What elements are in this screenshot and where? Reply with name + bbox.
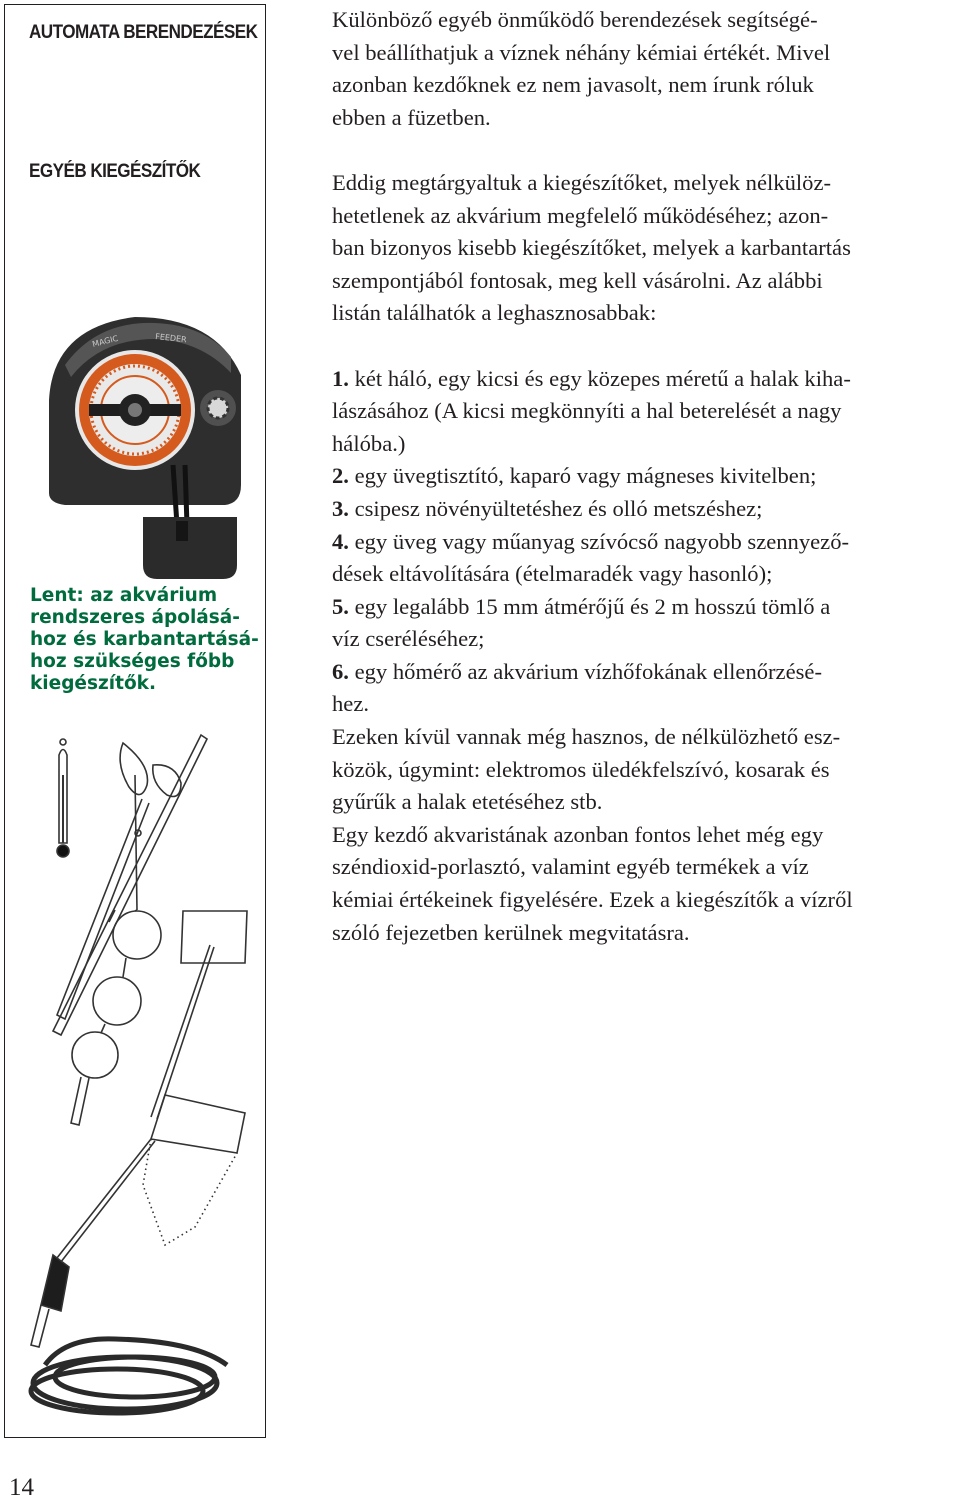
net-illustration — [31, 1095, 245, 1347]
para3-line: gyűrűk a halak etetéséhez stb. — [332, 789, 603, 815]
caption-line: Lent: az akvárium — [30, 585, 218, 606]
list-text: egy üvegtisztító, kaparó vagy mágneses kivitelben; — [354, 463, 817, 489]
caption-line: kiegészítők. — [30, 673, 156, 694]
list-item-1-cont: lászásához (A kicsi megkönnyíti a hal beterelését a nagy — [332, 398, 842, 424]
list-number: 5. — [332, 593, 349, 619]
para2-line: listán találhatók a leghasznosabbak: — [332, 300, 657, 326]
para4-line: kémiai értékeinek figyelésére. Ezek a kiegészítők a vízről — [332, 887, 853, 913]
hose-illustration — [31, 1339, 227, 1413]
list-number: 6. — [332, 658, 349, 684]
list-text: egy legalább 15 mm átmérőjű és 2 m hosszú tömlő a — [354, 593, 831, 619]
list-number: 3. — [332, 495, 349, 521]
feeder-label-magic: MAGIC — [91, 333, 120, 349]
para1-line: ebben a füzetben. — [332, 104, 491, 130]
list-item-1 — [332, 363, 958, 396]
main-text — [332, 4, 958, 949]
para3-line: közök, úgymint: elektromos üledékfelszívó, kosarak és — [332, 756, 830, 782]
list-item-4 — [332, 526, 958, 559]
list-item-2 — [332, 460, 958, 493]
list-item-6-cont: hez. — [332, 691, 370, 717]
list-text: egy üveg vagy műanyag szívócső nagyobb szennyező- — [354, 528, 850, 554]
para3-line: Ezeken kívül vannak még hasznos, de nélkülözhető esz- — [332, 724, 841, 750]
thermometer-illustration — [57, 739, 69, 857]
caption-line: hoz szükséges főbb — [30, 651, 235, 672]
list-number: 4. — [332, 528, 349, 554]
para2-line: ban bizonyos kisebb kiegészítőket, melyek a karbantartás — [332, 235, 851, 261]
para2-line: Eddig megtárgyaltuk a kiegészítőket, melyek nélkülöz- — [332, 169, 832, 195]
para1-line: vel beállíthatjuk a víznek néhány kémiai értékét. Mivel — [332, 39, 831, 65]
heading-egyeb: EGYÉB KIEGÉSZÍTŐK — [29, 161, 201, 182]
list-number: 2. — [332, 463, 349, 489]
list-item-3 — [332, 493, 958, 526]
list-item-5 — [332, 591, 958, 624]
siphon-illustration — [71, 775, 161, 1125]
page-number: 14 — [9, 1474, 34, 1501]
figure-caption — [30, 585, 262, 695]
feeder-label-feeder: FEEDER — [154, 332, 188, 345]
list-item-4-cont: dések eltávolítására (ételmaradék vagy hasonló); — [332, 561, 773, 587]
list-item-6 — [332, 656, 958, 689]
list-item-1-cont: hálóba.) — [332, 430, 406, 456]
list-text: egy hőmérő az akvárium vízhőfokának ellenőrzésé- — [354, 658, 822, 684]
accessories-illustration — [5, 5, 266, 1438]
para4-line: szóló fejezetben kerülnek megvitatásra. — [332, 919, 690, 945]
para4-line: Egy kezdő akvaristának azonban fontos lehet még egy — [332, 821, 824, 847]
para1-line: azonban kezdőknek ez nem javasolt, nem írunk róluk — [332, 72, 814, 98]
heading-automata: AUTOMATA BERENDEZÉSEK — [29, 22, 258, 43]
list-text: két háló, egy kicsi és egy közepes méretű a halak kiha- — [354, 365, 851, 391]
para4-line: széndioxid-porlasztó, valamint egyéb termékek a víz — [332, 854, 809, 880]
caption-line: hoz és karbantartásá- — [30, 629, 259, 650]
caption-line: rendszeres ápolásá- — [30, 607, 240, 628]
para2-line: szempontjából fontosak, meg kell vásárolni. Az alábbi — [332, 267, 823, 293]
sidebar — [4, 4, 266, 1438]
para2-line: hetetlenek az akvárium megfelelő működéséhez; azon- — [332, 202, 829, 228]
list-number: 1. — [332, 365, 349, 391]
list-text: csipesz növényültetéshez és olló metszéshez; — [354, 495, 763, 521]
para1-line: Különböző egyéb önműködő berendezések segítségé- — [332, 7, 818, 32]
list-item-5-cont: víz cseréléséhez; — [332, 626, 485, 652]
feeder-illustration — [49, 317, 241, 579]
scraper-illustration — [151, 911, 247, 1119]
